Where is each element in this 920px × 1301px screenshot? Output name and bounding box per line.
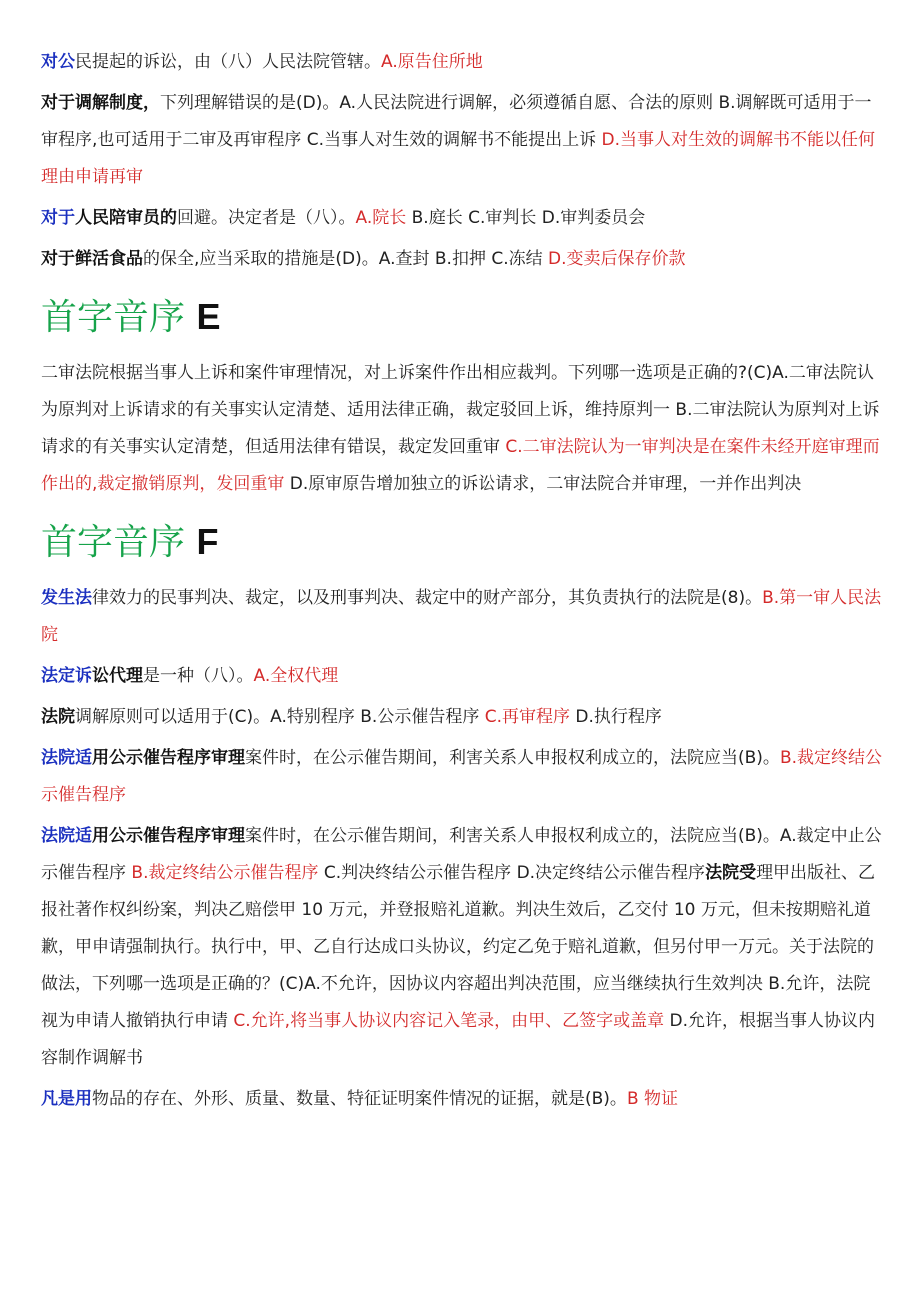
section-letter-f: F <box>196 521 219 562</box>
answer-text: B 物证 <box>626 1089 679 1109</box>
question-entry <box>41 85 884 196</box>
question-text: 二审法院根据当事人上诉和案件审理情况，对上诉案件作出相应裁判。下列哪一选项是正确的?(C)A.二审法院认为原判对上诉请求的有关事实认定清楚、适用法律正确，裁定驳回上诉，维持原判一 B.二审法院认为原判对上诉请求的有关事实认定清楚，但适用法律有错误，裁定发回重审 <box>41 363 880 457</box>
section-heading-e <box>41 292 884 343</box>
question-text: 是一种（八）。 <box>143 666 254 686</box>
keyword-bold: 法院 <box>41 707 75 727</box>
question-text: 案件时，在公示催告期间，利害关系人申报权利成立的，法院应当(B)。 <box>245 748 780 768</box>
answer-text: A.原告住所地 <box>381 52 483 72</box>
question-text: 物品的存在、外形、质量、数量、特征证明案件情况的证据，就是(B)。 <box>92 1089 627 1109</box>
keyword-bold: 对于鲜活食品 <box>41 249 143 269</box>
question-text: D.执行程序 <box>570 707 662 727</box>
question-entry <box>41 241 884 278</box>
question-text: 调解原则可以适用于(C)。A.特别程序 B.公示催告程序 <box>75 707 485 727</box>
question-text: C.判决终结公示催告程序 D.决定终结公示催告程序 <box>318 863 706 883</box>
question-entry <box>41 355 884 503</box>
question-text: 理甲出版社、乙报社著作权纠纷案，判决乙赔偿甲 10 万元，并登报赔礼道歉。判决生效后，乙交付 10 万元，但未按期赔礼道歉，甲申请强制执行。执行中，甲、乙自行达成口头协议，约定乙免于赔礼道歉，但另付甲一万元。关于法院的做法，下列哪一选项是正确的？(C)A.不允许，因协议内容超出判决范围，应当继续执行生效判决 B.允许，法院视为申请人撤销执行申请 <box>41 863 876 1031</box>
section-title-f: 首字音序 <box>41 522 186 563</box>
keyword-bold: 法院受 <box>705 863 757 883</box>
keyword-bold: 用公示催告程序审理 <box>92 748 245 768</box>
keyword-bold: 对于调解制度， <box>41 93 160 113</box>
answer-text: C.允许,将当事人协议内容记入笔录，由甲、乙签字或盖章 <box>233 1011 665 1031</box>
question-text: B.庭长 C.审判长 D.审判委员会 <box>406 208 646 228</box>
answer-text: C.再审程序 <box>484 707 571 727</box>
keyword-bold: 人民陪审员的 <box>75 208 177 228</box>
keyword-highlight: 对于 <box>41 208 75 228</box>
question-text: 案件时，在公示催告期间，利害关系人申报权利成立的，法院应当(B)。A.裁定中止公示催告程序 <box>41 826 882 883</box>
keyword-highlight: 凡是用 <box>41 1089 92 1109</box>
question-text: 律效力的民事判决、裁定，以及刑事判决、裁定中的财产部分，其负责执行的法院是(8)。 <box>92 588 763 608</box>
question-entry <box>41 658 884 695</box>
question-text: 民提起的诉讼，由（八）人民法院管辖。 <box>75 52 381 72</box>
keyword-bold: 用公示催告程序审理 <box>92 826 245 846</box>
question-text: 的保全,应当采取的措施是(D)。A.查封 B.扣押 C.冻结 <box>143 249 549 269</box>
entries-e <box>41 355 884 503</box>
answer-text: D.变卖后保存价款 <box>548 249 686 269</box>
question-entry <box>41 740 884 814</box>
keyword-bold: 讼代理 <box>92 666 143 686</box>
keyword-highlight: 法定诉 <box>41 666 92 686</box>
answer-text: D.当事人对生效的调解书不能以任何理由申请再审 <box>41 130 875 187</box>
answer-text: C.二审法院认为一审判决是在案件未经开庭审理而作出的,裁定撤销原判，发回重审 <box>41 437 880 494</box>
question-text: 下列理解错误的是(D)。A.人民法院进行调解，必须遵循自愿、合法的原则 B.调解既可适用于一审程序,也可适用于二审及再审程序 C.当事人对生效的调解书不能提出上诉 <box>41 93 872 150</box>
keyword-highlight: 发生法 <box>41 588 92 608</box>
question-entry <box>41 580 884 654</box>
answer-text: A.院长 <box>355 208 407 228</box>
question-text: D.允许，根据当事人协议内容制作调解书 <box>41 1011 875 1068</box>
answer-text: B.裁定终结公示催告程序 <box>131 863 319 883</box>
question-entry <box>41 44 884 81</box>
question-entry <box>41 1081 884 1118</box>
keyword-highlight: 对公 <box>41 52 75 72</box>
keyword-highlight: 法院适 <box>41 826 92 846</box>
question-entry <box>41 699 884 736</box>
keyword-highlight: 法院适 <box>41 748 92 768</box>
question-text: 回避。决定者是（八）。 <box>177 208 356 228</box>
entries-top <box>41 44 884 278</box>
question-entry <box>41 818 884 1077</box>
section-letter-e: E <box>196 296 221 337</box>
answer-text: B.第一审人民法院 <box>41 588 882 645</box>
answer-text: B.裁定终结公示催告程序 <box>41 748 883 805</box>
question-entry <box>41 200 884 237</box>
section-heading-f <box>41 517 884 568</box>
entries-f <box>41 580 884 1118</box>
answer-text: A.全权代理 <box>253 666 339 686</box>
question-text: D.原审原告增加独立的诉讼请求，二审法院合并审理，一并作出判决 <box>284 474 802 494</box>
section-title-e: 首字音序 <box>41 297 186 338</box>
